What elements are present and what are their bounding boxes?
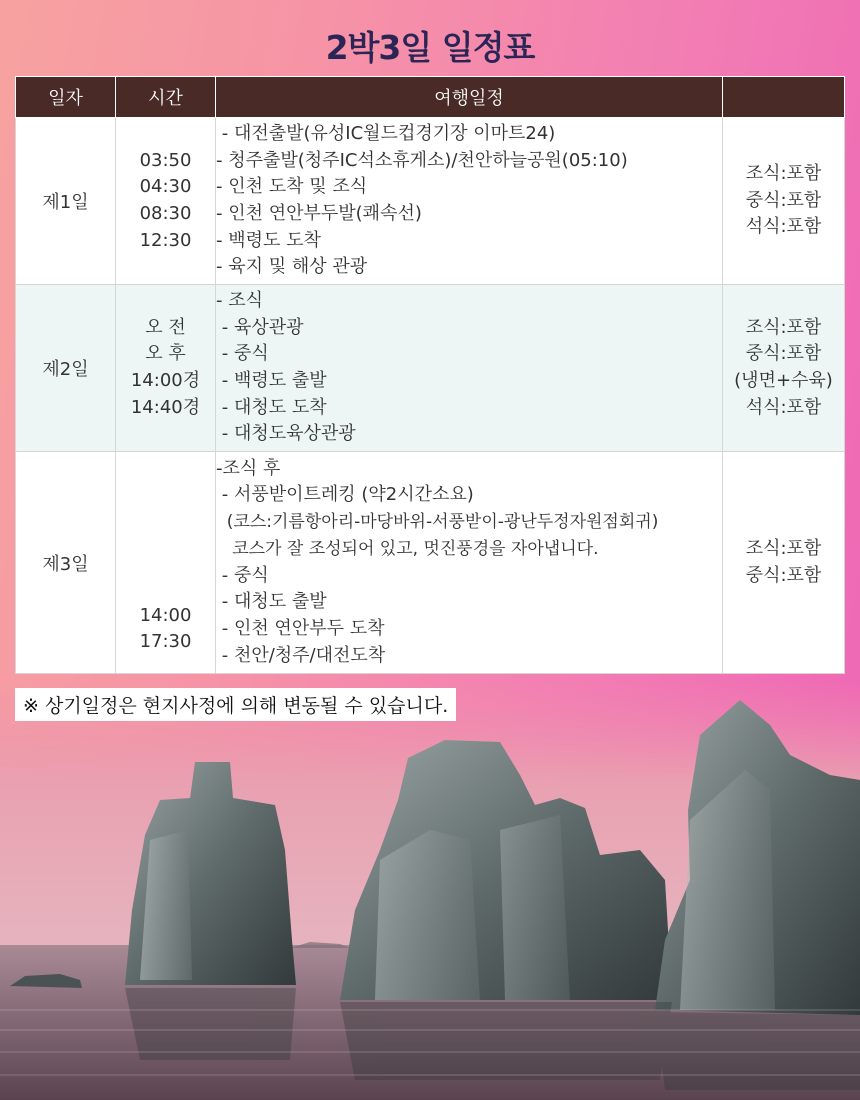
plan-line: - 육지 및 해상 관광 [216,256,368,278]
time-line [116,576,215,603]
plan-line: - 백령도 도착 [216,229,321,251]
plan-cell [216,118,723,285]
plan-line: -조식 후 [216,457,281,479]
meal-line: 석식:포함 [745,396,822,418]
meal-line: 중식:포함 [745,189,822,211]
time-line: 14:40경 [130,396,201,418]
time-line: 오 후 [145,343,186,365]
plan-line: - 대청도육상관광 [216,423,356,445]
plan-line: - 중식 [216,564,269,586]
time-line [116,469,215,496]
header-day: 일자 [16,77,116,118]
time-line [116,522,215,549]
time-line: 03:50 [139,149,192,171]
table-row [16,118,845,285]
time-line [116,496,215,523]
time-line: 14:00경 [130,370,201,391]
plan-line: - 천안/청주/대전도착 [216,644,386,666]
plan-cell [216,285,723,452]
time-line: 17:30 [139,631,192,653]
page-title: 2박3일 일정표 [325,28,535,67]
meal-line: 조식:포함 [745,162,822,184]
meal-cell [723,118,845,285]
day-cell: 제3일 [16,452,116,674]
table-row [16,285,845,452]
header-plan: 여행일정 [216,77,723,118]
day-cell: 제2일 [16,285,116,452]
rock-island-image [0,680,860,1100]
plan-line: - 인천 연안부두발(쾌속선) [216,203,422,224]
meal-line: 중식:포함 [745,343,822,365]
plan-line: - 청주출발(청주IC석소휴게소)/천안하늘공원(05:10) [216,149,628,171]
time-line [116,549,215,576]
plan-line: - 조식 [216,289,263,311]
time-line: 오 전 [145,316,186,338]
plan-line: - 중식 [216,343,269,365]
header-time: 시간 [116,77,216,118]
plan-line: - 백령도 출발 [216,370,327,391]
plan-line: - 대청도 출발 [216,591,327,613]
itinerary-table [15,76,845,674]
plan-line: - 대전출발(유성IC월드컵경기장 이마트24) [216,122,556,144]
header-meal [723,77,845,118]
plan-line: - 인천 연안부두 도착 [216,617,385,639]
table-row [16,452,845,674]
plan-line: - 인천 도착 및 조식 [216,176,368,198]
meal-line: (냉면+수육) [734,370,833,391]
plan-line: (코스:기름항아리-마당바위-서풍받이-광난두정자원점회귀) [216,512,659,533]
meal-line: 중식:포함 [745,564,822,586]
plan-line: - 육상관광 [216,316,304,338]
time-cell [116,452,216,674]
meal-line: 조식:포함 [745,537,822,559]
time-line: 08:30 [139,203,192,224]
plan-cell [216,452,723,674]
time-cell [116,285,216,452]
time-line: 12:30 [139,229,192,251]
meal-cell [723,452,845,674]
time-line: 04:30 [139,176,192,198]
meal-line: 석식:포함 [745,216,822,238]
plan-line: - 대청도 도착 [216,396,327,418]
plan-line: - 서풍받이트레킹 (약2시간소요) [216,484,474,506]
notice-text: ※ 상기일정은 현지사정에 의해 변동될 수 있습니다. [15,688,456,721]
plan-line: 코스가 잘 조성되어 있고, 멋진풍경을 자아냅니다. [216,538,599,559]
table-header-row [16,77,845,118]
day-cell: 제1일 [16,118,116,285]
time-cell [116,118,216,285]
meal-line: 조식:포함 [745,316,822,338]
time-line: 14:00 [139,604,192,626]
meal-cell [723,285,845,452]
